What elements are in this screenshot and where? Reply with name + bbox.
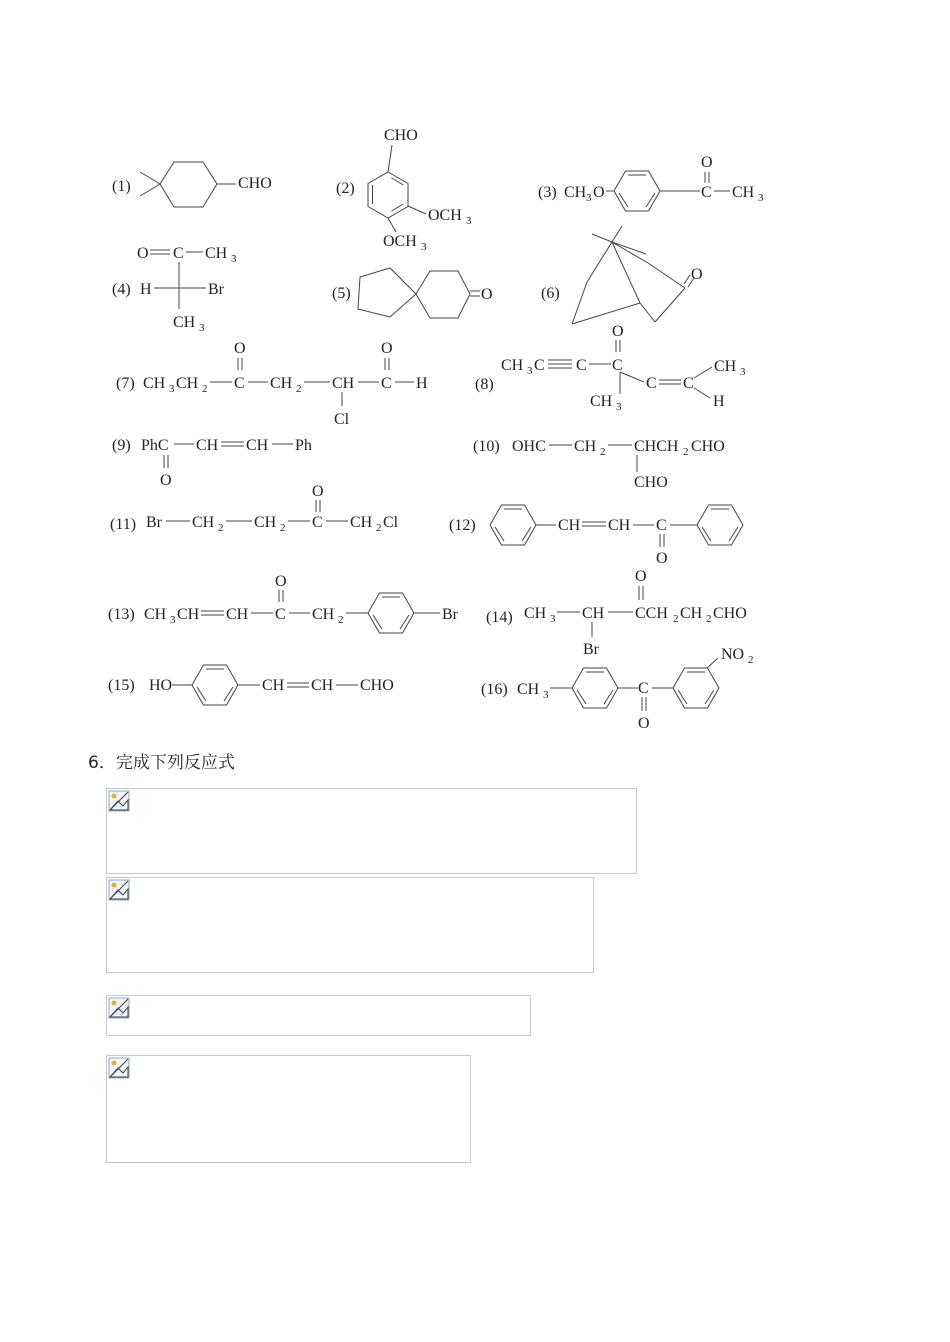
- structure-13: [108, 573, 459, 633]
- group-text: PhC: [141, 437, 169, 454]
- structure-4: [112, 245, 237, 334]
- group-text: CH: [590, 393, 613, 410]
- group-text: O: [312, 483, 324, 500]
- group-text: CH: [205, 245, 228, 262]
- group-subscript: 2: [600, 446, 606, 458]
- structure-label: (11): [110, 516, 137, 533]
- group-text: CH: [270, 375, 293, 392]
- group-text: O: [612, 323, 624, 340]
- group-text: O: [635, 568, 647, 585]
- group-text: C: [576, 357, 587, 374]
- structure-5: [332, 268, 493, 318]
- group-text: C: [683, 375, 694, 392]
- structure-16: [481, 646, 754, 732]
- structure-1: [112, 162, 272, 207]
- group-text: O: [275, 573, 287, 590]
- group-text: Cl: [383, 514, 399, 531]
- group-text: Br: [442, 606, 458, 623]
- image-placeholder: [106, 995, 531, 1036]
- question-title: 6．完成下列反应式: [88, 753, 235, 773]
- group-text: CHCH: [634, 438, 679, 455]
- group-text: O: [593, 184, 605, 201]
- group-subscript: 3: [231, 253, 237, 265]
- group-subscript: 3: [586, 192, 592, 204]
- broken-image-icon: [108, 1057, 130, 1079]
- structure-label: (5): [332, 285, 351, 302]
- group-subscript: 3: [543, 689, 549, 701]
- group-text: C: [656, 517, 667, 534]
- structure-9: [112, 437, 312, 489]
- group-subscript: 2: [376, 522, 382, 534]
- structure-15: [108, 665, 394, 705]
- group-text: CH: [608, 517, 631, 534]
- structure-10: [473, 438, 725, 491]
- group-text: O: [656, 550, 668, 567]
- group-subscript: 3: [199, 322, 205, 334]
- group-subscript: 3: [616, 401, 622, 413]
- group-subscript: 2: [280, 522, 286, 534]
- group-text: CH: [501, 357, 524, 374]
- group-text: CH: [144, 606, 167, 623]
- group-text: CCH: [635, 605, 668, 622]
- group-text: O: [638, 715, 650, 732]
- group-subscript: 2: [218, 522, 224, 534]
- group-text: CHO: [384, 127, 418, 144]
- group-subscript: 2: [673, 613, 679, 625]
- group-text: CHO: [713, 605, 747, 622]
- group-subscript: 3: [740, 366, 746, 378]
- group-subscript: 2: [748, 654, 754, 666]
- group-subscript: 2: [683, 446, 689, 458]
- group-text: CH: [196, 437, 219, 454]
- group-text: HO: [149, 677, 173, 694]
- group-text: C: [275, 606, 286, 623]
- group-text: CH: [574, 438, 597, 455]
- broken-image-icon: [108, 879, 130, 901]
- group-text: C: [534, 357, 545, 374]
- structure-2: [336, 127, 472, 253]
- group-text: C: [646, 375, 657, 392]
- group-subscript: 3: [421, 241, 427, 253]
- group-text: O: [481, 286, 493, 303]
- structure-7: [116, 340, 428, 428]
- group-text: Br: [146, 514, 162, 531]
- group-text: O: [701, 154, 713, 171]
- group-text: CH: [582, 605, 605, 622]
- group-subscript: 2: [706, 613, 712, 625]
- structure-label: (12): [449, 517, 476, 534]
- structure-3: [538, 154, 764, 211]
- group-text: C: [173, 245, 184, 262]
- image-placeholder: [106, 1055, 471, 1163]
- group-text: Br: [208, 281, 224, 298]
- group-text: CHO: [634, 474, 668, 491]
- group-text: OCH: [428, 207, 462, 224]
- structure-label: (16): [481, 681, 508, 698]
- structure-label: (15): [108, 677, 135, 694]
- group-text: CH: [311, 677, 334, 694]
- group-text: CH: [176, 375, 199, 392]
- group-text: CH: [732, 184, 755, 201]
- structure-label: (14): [486, 609, 513, 626]
- structure-11: [110, 483, 399, 534]
- group-text: CH: [262, 677, 285, 694]
- group-text: CHO: [238, 175, 272, 192]
- group-subscript: 2: [202, 383, 208, 395]
- group-text: OCH: [383, 233, 417, 250]
- group-text: O: [234, 340, 246, 357]
- group-subscript: 3: [466, 215, 472, 227]
- structure-label: (8): [475, 376, 494, 393]
- group-text: CH: [350, 514, 373, 531]
- group-text: O: [381, 340, 393, 357]
- group-text: CH: [680, 605, 703, 622]
- group-text: H: [416, 375, 428, 392]
- group-text: Cl: [334, 411, 350, 428]
- group-text: OHC: [512, 438, 546, 455]
- group-text: O: [137, 245, 149, 262]
- structure-label: (9): [112, 437, 131, 454]
- group-text: NO: [721, 646, 745, 663]
- group-text: CH: [177, 606, 200, 623]
- group-text: CH: [143, 375, 166, 392]
- structure-6: [541, 226, 703, 324]
- group-text: CH: [246, 437, 269, 454]
- broken-image-icon: [108, 790, 130, 812]
- structure-label: (6): [541, 285, 560, 302]
- structure-label: (13): [108, 606, 135, 623]
- structure-8: [475, 323, 746, 413]
- group-subscript: 3: [550, 613, 556, 625]
- group-text: CH: [714, 358, 737, 375]
- structure-label: (10): [473, 438, 500, 455]
- group-subscript: 2: [338, 614, 344, 626]
- group-text: C: [638, 680, 649, 697]
- structure-label: (4): [112, 281, 131, 298]
- group-text: CH: [564, 184, 587, 201]
- group-text: C: [612, 357, 623, 374]
- image-placeholder: [106, 788, 637, 874]
- group-text: H: [140, 281, 152, 298]
- group-text: CHO: [360, 677, 394, 694]
- image-placeholder: [106, 877, 594, 973]
- group-text: O: [691, 266, 703, 283]
- group-subscript: 3: [527, 365, 533, 377]
- group-subscript: 3: [758, 192, 764, 204]
- group-text: O: [160, 472, 172, 489]
- structure-label: (1): [112, 178, 131, 195]
- group-text: CH: [558, 517, 581, 534]
- group-text: CH: [192, 514, 215, 531]
- group-text: H: [713, 393, 725, 410]
- group-text: C: [234, 375, 245, 392]
- group-text: CHO: [691, 438, 725, 455]
- group-subscript: 3: [169, 383, 175, 395]
- structure-14: [486, 568, 747, 658]
- group-text: Ph: [295, 437, 312, 454]
- structure-12: [449, 505, 743, 567]
- group-text: CH: [254, 514, 277, 531]
- group-text: CH: [312, 606, 335, 623]
- group-text: C: [701, 184, 712, 201]
- structure-label: (7): [116, 375, 135, 392]
- group-subscript: 2: [296, 383, 302, 395]
- broken-image-icon: [108, 997, 130, 1019]
- group-text: C: [381, 375, 392, 392]
- structure-label: (2): [336, 180, 355, 197]
- group-text: CH: [226, 606, 249, 623]
- group-text: Br: [583, 641, 599, 658]
- group-text: CH: [524, 605, 547, 622]
- group-text: C: [312, 514, 323, 531]
- group-text: CH: [517, 681, 540, 698]
- group-text: CH: [332, 375, 355, 392]
- group-subscript: 3: [170, 614, 176, 626]
- structure-label: (3): [538, 184, 557, 201]
- group-text: CH: [173, 314, 196, 331]
